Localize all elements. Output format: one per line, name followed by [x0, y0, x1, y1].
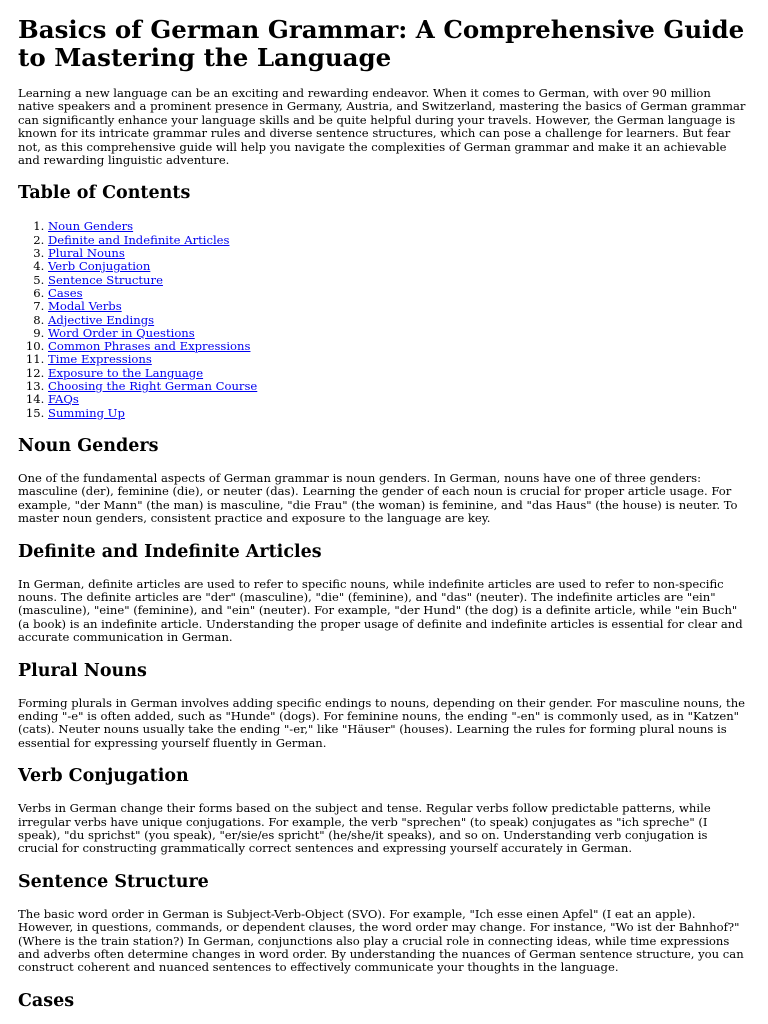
toc-list	[18, 220, 750, 419]
section-body-noun-genders: One of the fundamental aspects of German grammar is noun genders. In German, nouns have one of three genders: masculine (der), feminine (die), or neuter (das). Learning the gender of each noun is crucial for proper article usage. For example, "der Mann" (the man) is masculine, "die Frau" (the woman) is feminine, and "das Haus" (the house) is neuter. To master noun genders, consistent practice and exposure to the language are key.	[18, 470, 738, 526]
toc-item	[48, 274, 750, 287]
toc-item	[48, 367, 750, 380]
toc-item	[48, 393, 750, 406]
toc-link-common-phrases[interactable]: Common Phrases and Expressions	[48, 339, 251, 354]
section-body-articles: In German, definite articles are used to refer to specific nouns, while indefinite articles are used to refer to non-specific nouns. The definite articles are "der" (masculine), "die" (feminine), and "das" (neuter). The indefinite articles are "ein" (masculine), "eine" (feminine), and "ein" (neuter). For example, "der Hund" (the dog) is a definite article, while "ein Buch" (a book) is an indefinite article. Understanding the proper usage of definite and indefinite articles is essential for clear and accurate communication in German.	[18, 576, 743, 645]
toc-item	[48, 247, 750, 260]
toc-link-adjective-endings[interactable]: Adjective Endings	[48, 312, 155, 327]
toc-link-articles[interactable]: Definite and Indefinite Articles	[48, 232, 230, 247]
section-heading-noun-genders: Noun Genders	[18, 435, 159, 456]
toc-link-modal-verbs[interactable]: Modal Verbs	[48, 299, 122, 314]
toc-item	[48, 407, 750, 420]
toc-item	[48, 300, 750, 313]
section-heading-cases: Cases	[18, 990, 75, 1011]
toc-item	[48, 220, 750, 233]
toc-item	[48, 260, 750, 273]
toc-link-plural-nouns[interactable]: Plural Nouns	[48, 246, 125, 261]
section-body-sentence-structure: The basic word order in German is Subject-Verb-Object (SVO). For example, "Ich esse einen Apfel" (I eat an apple). However, in questions, commands, or dependent clauses, the word order may change. For instance, "Wo ist der Bahnhof?" (Where is the train station?) In German, conjunctions also play a crucial role in connecting ideas, while time expressions and adverbs often determine changes in word order. By understanding the nuances of German sentence structure, you can construct coherent and nuanced sentences to effectively communicate your thoughts in the language.	[18, 906, 744, 975]
toc-link-time-expressions[interactable]: Time Expressions	[48, 352, 152, 367]
toc-item	[48, 340, 750, 353]
toc-link-exposure[interactable]: Exposure to the Language	[48, 365, 204, 380]
toc-link-cases[interactable]: Cases	[48, 285, 83, 300]
section-body-verb-conjugation: Verbs in German change their forms based on the subject and tense. Regular verbs follow predictable patterns, while irregular verbs have unique conjugations. For example, the verb "sprechen" (to speak) conjugates as "ich spreche" (I speak), "du sprichst" (you speak), "er/sie/es spricht" (he/she/it speaks), and so on. Understanding verb conjugation is crucial for constructing grammatically correct sentences and expressing yourself accurately in German.	[18, 801, 711, 856]
toc-link-faqs[interactable]: FAQs	[48, 392, 79, 407]
section-body-plural-nouns: Forming plurals in German involves adding specific endings to nouns, depending on their gender. For masculine nouns, the ending "-e" is often added, such as "Hunde" (dogs). For feminine nouns, the ending "-en" is commonly used, as in "Katzen" (cats). Neuter nouns usually take the ending "-er," like "Häuser" (houses). Learning the rules for forming plural nouns is essential for expressing yourself fluently in German.	[18, 695, 746, 750]
intro-paragraph: Learning a new language can be an exciting and rewarding endeavor. When it comes to German, with over 90 million native speakers and a prominent presence in Germany, Austria, and Switzerland, mastering the basics of German grammar can significantly enhance your language skills and be quite helpful during your travels. However, the German language is known for its intricate grammar rules and diverse sentence structures, which can pose a challenge for learners. But fear not, as this comprehensive guide will help you navigate the complexities of German grammar and make it an achievable and rewarding linguistic adventure.	[18, 86, 746, 168]
toc-item	[48, 314, 750, 327]
toc-link-choosing-course[interactable]: Choosing the Right German Course	[48, 379, 258, 393]
toc-item	[48, 380, 750, 393]
toc-link-summing-up[interactable]: Summing Up	[48, 405, 125, 420]
toc-link-noun-genders[interactable]: Noun Genders	[48, 219, 134, 234]
toc-heading: Table of Contents	[18, 183, 191, 204]
section-heading-verb-conjugation: Verb Conjugation	[18, 766, 189, 787]
section-heading-articles: Definite and Indefinite Articles	[18, 541, 322, 562]
toc-link-word-order[interactable]: Word Order in Questions	[48, 325, 195, 340]
toc-item	[48, 234, 750, 247]
section-heading-sentence-structure: Sentence Structure	[18, 871, 209, 892]
toc-link-verb-conjugation[interactable]: Verb Conjugation	[48, 259, 151, 274]
toc-item	[48, 353, 750, 366]
toc-link-sentence-structure[interactable]: Sentence Structure	[48, 272, 163, 287]
page-title: Basics of German Grammar: A Comprehensive Guide to Mastering the Language	[18, 15, 745, 72]
section-heading-plural-nouns: Plural Nouns	[18, 660, 147, 681]
toc-item	[48, 327, 750, 340]
toc-item	[48, 287, 750, 300]
